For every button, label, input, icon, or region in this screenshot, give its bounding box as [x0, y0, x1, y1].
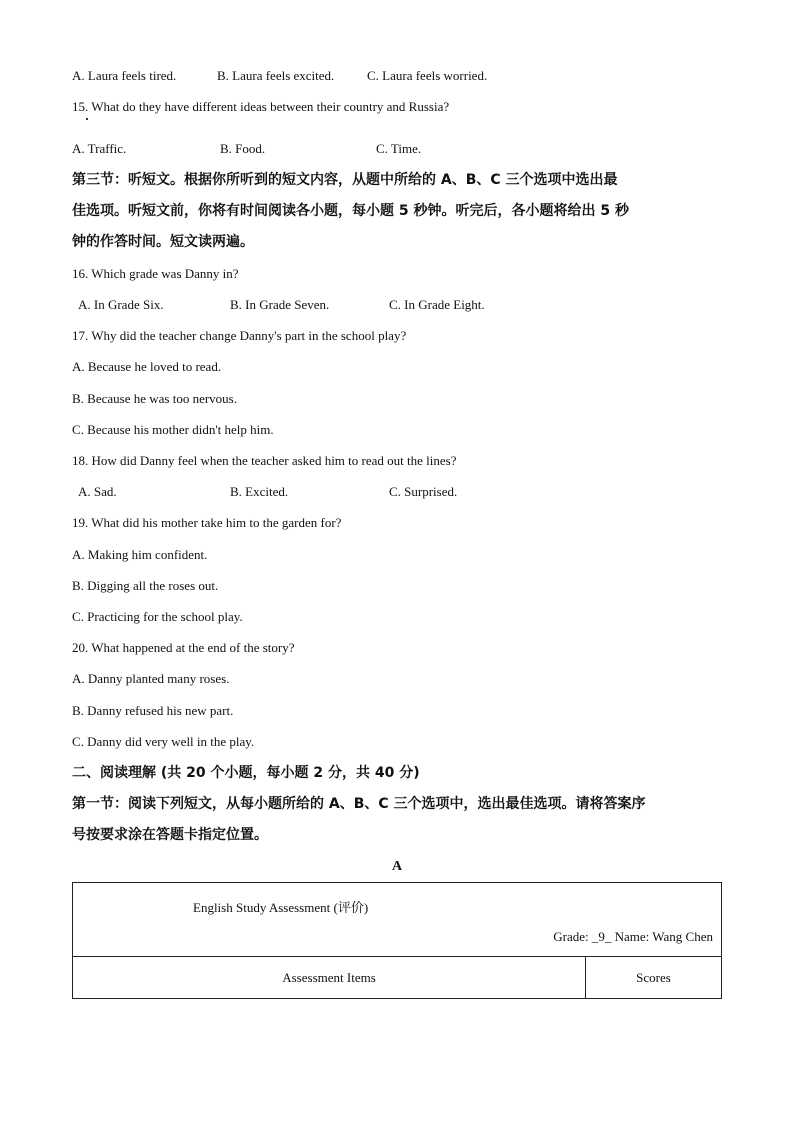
q15-option-c: C. Time. — [376, 141, 422, 156]
q14-option-b: B. Laura feels excited. — [217, 68, 335, 83]
stray-dot — [86, 118, 88, 120]
q17-option-a: A. Because he loved to read. — [72, 359, 222, 374]
q18-option-b: B. Excited. — [230, 484, 289, 499]
q18-option-c: C. Surprised. — [389, 484, 458, 499]
q20-option-a: A. Danny planted many roses. — [72, 671, 230, 686]
q16-option-a: A. In Grade Six. — [78, 297, 164, 312]
reading-section1-line1: 第一节：阅读下列短文，从每小题所给的 A、B、C 三个选项中，选出最佳选项。请将答案序 — [72, 796, 646, 812]
assessment-grade-name: Grade: _9_ Name: Wang Chen — [553, 929, 713, 944]
reading-heading: 二、阅读理解 (共 20 个小题，每小题 2 分，共 40 分) — [72, 765, 420, 781]
q14-option-a: A. Laura feels tired. — [72, 68, 177, 83]
q15-option-b: B. Food. — [220, 141, 266, 156]
q18-question: 18. How did Danny feel when the teacher asked him to read out the lines? — [72, 453, 457, 468]
q16-option-c: C. In Grade Eight. — [389, 297, 485, 312]
q19-option-c: C. Practicing for the school play. — [72, 609, 243, 624]
q20-option-b: B. Danny refused his new part. — [72, 703, 234, 718]
reading-section1-line2: 号按要求涂在答题卡指定位置。 — [72, 827, 268, 843]
column-header-items: Assessment Items — [73, 957, 586, 999]
q20-option-c: C. Danny did very well in the play. — [72, 734, 255, 749]
section3-instructions-line2: 佳选项。听短文前，你将有时间阅读各小题，每小题 5 秒钟。听完后，各小题将给出 5 秒 — [72, 203, 629, 219]
assessment-table — [72, 882, 722, 999]
q14-option-c: C. Laura feels worried. — [367, 68, 488, 83]
q17-option-b: B. Because he was too nervous. — [72, 391, 237, 406]
q19-option-b: B. Digging all the roses out. — [72, 578, 219, 593]
q17-option-c: C. Because his mother didn't help him. — [72, 422, 274, 437]
q19-option-a: A. Making him confident. — [72, 547, 208, 562]
q16-question: 16. Which grade was Danny in? — [72, 266, 239, 281]
q20-question: 20. What happened at the end of the story? — [72, 640, 295, 655]
assessment-header-cell — [73, 883, 722, 957]
assessment-title: English Study Assessment (评价) — [193, 900, 369, 915]
passage-letter: A — [391, 859, 403, 874]
column-header-scores: Scores — [586, 957, 722, 999]
section3-instructions-line3: 钟的作答时间。短文读两遍。 — [72, 234, 254, 250]
q19-question: 19. What did his mother take him to the garden for? — [72, 515, 342, 530]
section3-instructions-line1: 第三节：听短文。根据你所听到的短文内容，从题中所给的 A、B、C 三个选项中选出最 — [72, 172, 618, 188]
q17-question: 17. Why did the teacher change Danny's part in the school play? — [72, 328, 407, 343]
q15-option-a: A. Traffic. — [72, 141, 127, 156]
q15-question: 15. What do they have different ideas between their country and Russia? — [72, 99, 450, 114]
q16-option-b: B. In Grade Seven. — [230, 297, 330, 312]
q18-option-a: A. Sad. — [78, 484, 117, 499]
